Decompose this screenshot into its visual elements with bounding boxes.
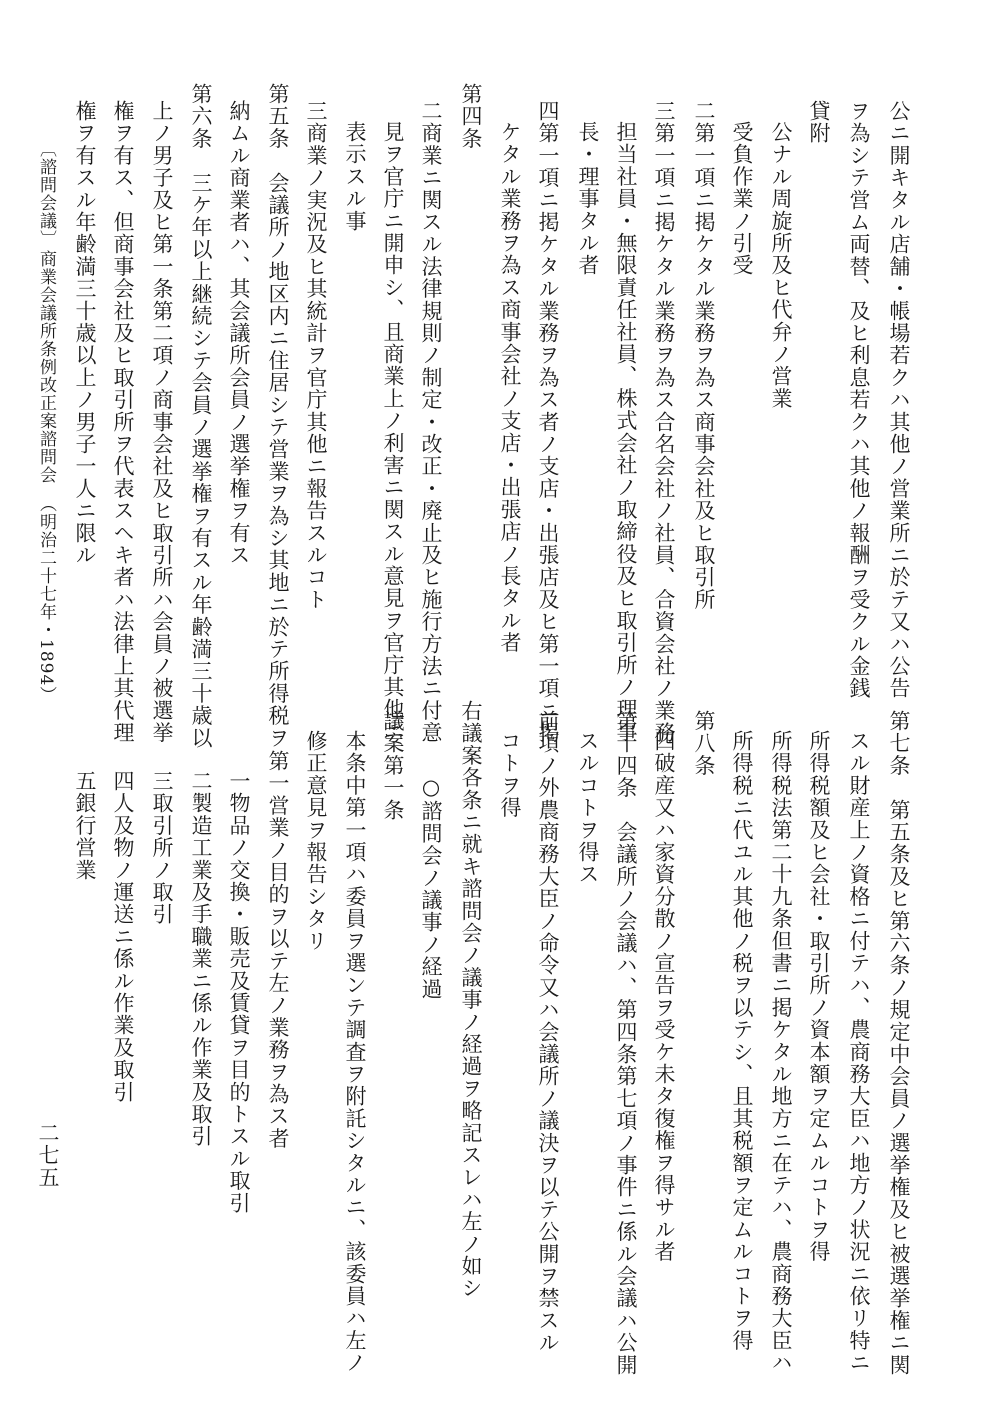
header-title: 商業会議所条例改正案諮問会	[36, 250, 56, 484]
text-column: 二製造工業及手職業ニ係ル作業及取引	[189, 770, 213, 1148]
header-label: 〔諮問会議〕	[36, 140, 56, 248]
text-column: 受負作業ノ引受	[730, 121, 754, 277]
text-column: ケタル業務ヲ為ス商事会社ノ支店・出張店ノ長タル者	[498, 121, 522, 654]
text-column: 第十四条 会議所ノ会議ハ、第四条第七項ノ事件ニ係ル会議ハ公開	[614, 710, 638, 1376]
text-column: 表示スル事	[343, 121, 367, 232]
text-column: 五銀行営業	[73, 770, 97, 881]
text-column: 公ナル周旋所及ヒ代弁ノ営業	[769, 121, 793, 410]
text-column: スル財産上ノ資格ニ付テハ、農商務大臣ハ地方ノ状況ニ依リ特ニ	[847, 730, 871, 1374]
text-column: 担当社員・無限責任社員、株式会社ノ取締役及ヒ取引所ノ理事	[614, 121, 638, 743]
text-column: 貸附	[807, 100, 831, 145]
text-column: 四破産又ハ家資分散ノ宣告ヲ受ケ未タ復権ヲ得サル者	[652, 730, 676, 1263]
text-column: 三商業ノ実況及ヒ其統計ヲ官庁其他ニ報告スルコト	[304, 100, 328, 611]
text-column: 修正意見ヲ報告シタリ	[304, 730, 328, 952]
text-column: 二商業ニ関スル法律規則ノ制定・改正・廃止及ヒ施行方法ニ付意	[419, 100, 443, 744]
text-column: 第六条 三ケ年以上継続シテ会員ノ選挙権ヲ有スル年齢満三十歳以	[189, 83, 213, 749]
text-column: 三取引所ノ取引	[150, 770, 174, 926]
header-date: （明治二十七年・1894）	[36, 495, 56, 705]
text-column: 一物品ノ交換・販売及賃貸ヲ目的トスル取引	[227, 770, 251, 1214]
text-column: 所得税法第二十九条但書ニ掲ケタル地方ニ在テハ、農商務大臣ハ	[769, 730, 793, 1374]
article-heading: 第八条	[692, 710, 716, 777]
text-column: 所得税ニ代ユル其他ノ税ヲ以テシ、且其税額ヲ定ムルコトヲ得	[730, 730, 754, 1352]
text-column: スルコトヲ得ス	[576, 730, 600, 886]
text-column: 二第一項ニ掲ケタル業務ヲ為ス商事会社及ヒ取引所	[692, 100, 716, 611]
text-column: 所得税額及ヒ会社・取引所ノ資本額ヲ定ムルコトヲ得	[807, 730, 831, 1263]
text-column: 第五条 会議所ノ地区内ニ住居シテ営業ヲ為シ其地ニ於テ所得税ヲ	[266, 83, 290, 749]
section-heading: ○諮問会ノ議事ノ経過	[419, 775, 443, 1000]
text-column: 公ニ開キタル店舗・帳場若クハ其他ノ営業所ニ於テ又ハ公告	[887, 100, 911, 700]
text-column: ヲ為シテ営ム両替、及ヒ利息若クハ其他ノ報酬ヲ受クル金銭	[847, 100, 871, 700]
text-column: コトヲ得	[498, 730, 522, 819]
text-column: 上ノ男子及ヒ第一条第二項ノ商事会社及ヒ取引所ハ会員ノ被選挙	[150, 100, 174, 744]
text-column: 見ヲ官庁ニ開申シ、且商業上ノ利害ニ関スル意見ヲ官庁其他ニ	[381, 121, 405, 743]
article-heading: 議案第一条	[381, 710, 405, 821]
text-column: 三第一項ニ掲ケタル業務ヲ為ス合名会社ノ社員、合資会社ノ業務	[652, 100, 676, 744]
text-column: 権ヲ有スル年齢満三十歳以上ノ男子一人ニ限ル	[73, 100, 97, 567]
text-column: 四人及物ノ運送ニ係ル作業及取引	[111, 770, 135, 1103]
text-column: 長・理事タル者	[576, 121, 600, 277]
article-heading: 第四条	[459, 83, 483, 150]
text-column: 権ヲ有ス、但商事会社及ヒ取引所ヲ代表スヘキ者ハ法律上其代理	[111, 100, 135, 744]
text-column: 前項ノ外農商務大臣ノ命令又ハ会議所ノ議決ヲ以テ公開ヲ禁スル	[536, 710, 560, 1354]
text-column: 本条中第一項ハ委員ヲ選ンテ調査ヲ附託シタルニ、該委員ハ左ノ	[343, 730, 367, 1374]
text-column: 第七条 第五条及ヒ第六条ノ規定中会員ノ選挙権及ヒ被選挙権ニ関	[887, 710, 911, 1376]
text-column: 第一営業ノ目的ヲ以テ左ノ業務ヲ為ス者	[266, 750, 290, 1150]
text-column: 納ムル商業者ハ、其会議所会員ノ選挙権ヲ有ス	[227, 100, 251, 567]
text-column: 右議案各条ニ就キ諮問会ノ議事ノ経過ヲ略記スレハ左ノ如シ	[459, 700, 483, 1300]
page-number: 二七五	[36, 1122, 60, 1189]
text-column: 四第一項ニ掲ケタル業務ヲ為ス者ノ支店・出張店及ヒ第一項ニ掲	[536, 100, 560, 744]
